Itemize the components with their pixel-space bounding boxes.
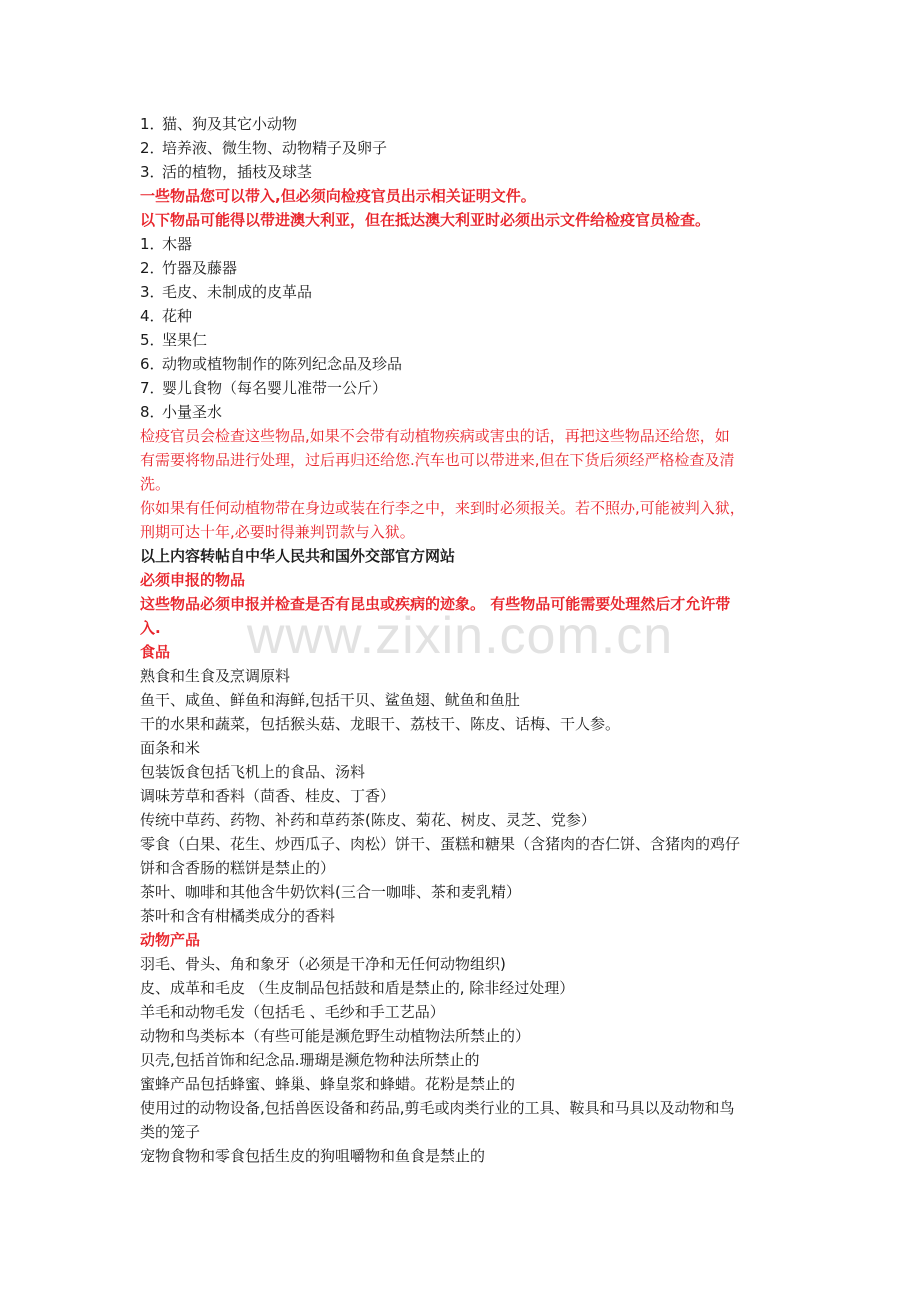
paragraph-line: 这些物品必须申报并检查是否有昆虫或疾病的迹象。 有些物品可能需要处理然后才允许带 [140,595,731,613]
list-item: 调味芳草和香料（茴香、桂皮、丁香） [140,787,396,805]
list-item: 4．花种 [140,307,193,325]
list-item: 蜜蜂产品包括蜂蜜、蜂巢、蜂皇浆和蜂蜡。花粉是禁止的 [140,1075,516,1093]
list-item: 干的水果和蔬菜，包括猴头菇、龙眼干、荔枝干、陈皮、话梅、干人参。 [140,715,621,733]
paragraph-line: 刑期可达十年,必要时得兼判罚款与入狱。 [140,523,415,541]
list-item: 宠物食物和零食包括生皮的狗咀嚼物和鱼食是禁止的 [140,1147,486,1165]
list-item: 羊毛和动物毛发（包括毛 、毛纱和手工艺品） [140,1003,445,1021]
watermark: www.zixin.com.cn [246,607,674,665]
paragraph-line: 入. [140,619,161,637]
list-item: 3．活的植物，插枝及球茎 [140,163,313,181]
food-list [140,664,790,928]
list-item: 1．猫、狗及其它小动物 [140,115,298,133]
list-item: 茶叶、咖啡和其他含牛奶饮料(三合一咖啡、茶和麦乳精） [140,883,521,901]
list-item: 羽毛、骨头、角和象牙（必须是干净和无任何动物组织) [140,955,506,973]
source-note: 以上内容转帖自中华人民共和国外交部官方网站 [140,547,456,565]
notice-documents: 一些物品您可以带入,但必须向检疫官员出示相关证明文件。 [140,187,536,205]
list-item: 熟食和生食及烹调原料 [140,667,291,685]
paragraph-inspection [140,424,790,496]
list-item: 面条和米 [140,739,201,757]
list-item: 类的笼子 [140,1123,201,1141]
list-item: 零食（白果、花生、炒西瓜子、肉松）饼干、蛋糕和糖果（含猪肉的杏仁饼、含猪肉的鸡仔 [140,835,741,853]
list-item: 5．坚果仁 [140,331,208,349]
paragraph-penalty [140,496,790,544]
list-item: 6．动物或植物制作的陈列纪念品及珍品 [140,355,403,373]
list-item: 2．培养液、微生物、动物精子及卵子 [140,139,388,157]
list-item: 包装饭食包括飞机上的食品、汤料 [140,763,366,781]
list-item: 动物和鸟类标本（有些可能是濒危野生动植物法所禁止的） [140,1027,531,1045]
list-item: 传统中草药、药物、补药和草药茶(陈皮、菊花、树皮、灵芝、党参） [140,811,596,829]
list-item: 皮、成革和毛皮 （生皮制品包括鼓和盾是禁止的, 除非经过处理） [140,979,575,997]
list-item: 茶叶和含有柑橘类成分的香料 [140,907,336,925]
paragraph-line: 检疫官员会检查这些物品,如果不会带有动植物疾病或害虫的话，再把这些物品还给您，如 [140,427,730,445]
list-item: 贝壳,包括首饰和纪念品.珊瑚是濒危物种法所禁止的 [140,1051,480,1069]
paragraph-line: 你如果有任何动植物带在身边或装在行李之中，来到时必须报关。若不照办,可能被判入狱， [140,499,745,517]
animal-list [140,952,790,1168]
list-item: 7．婴儿食物（每名婴儿准带一公斤） [140,379,388,397]
list-item: 饼和含香肠的糕饼是禁止的） [140,859,336,877]
paragraph-line: 有需要将物品进行处理，过后再归还给您.汽车也可以带进来,但在下货后须经严格检查及清 [140,451,735,469]
declare-note [140,592,790,640]
list-item: 8．小量圣水 [140,403,223,421]
list-item: 3．毛皮、未制成的皮革品 [140,283,313,301]
declare-title: 必须申报的物品 [140,571,246,589]
paragraph-line: 洗。 [140,475,171,493]
list-item: 鱼干、咸鱼、鲜鱼和海鲜,包括干贝、鲨鱼翅、鱿鱼和鱼肚 [140,691,520,709]
document-page [140,112,790,1168]
list-item: 使用过的动物设备,包括兽医设备和药品,剪毛或肉类行业的工具、鞍具和马具以及动物和鸟 [140,1099,735,1117]
list-item: 2．竹器及藤器 [140,259,238,277]
list-item: 1．木器 [140,235,193,253]
food-heading: 食品 [140,643,171,661]
notice-inspection: 以下物品可能得以带进澳大利亚，但在抵达澳大利亚时必须出示文件给检疫官员检查。 [140,211,711,229]
animal-heading: 动物产品 [140,931,201,949]
